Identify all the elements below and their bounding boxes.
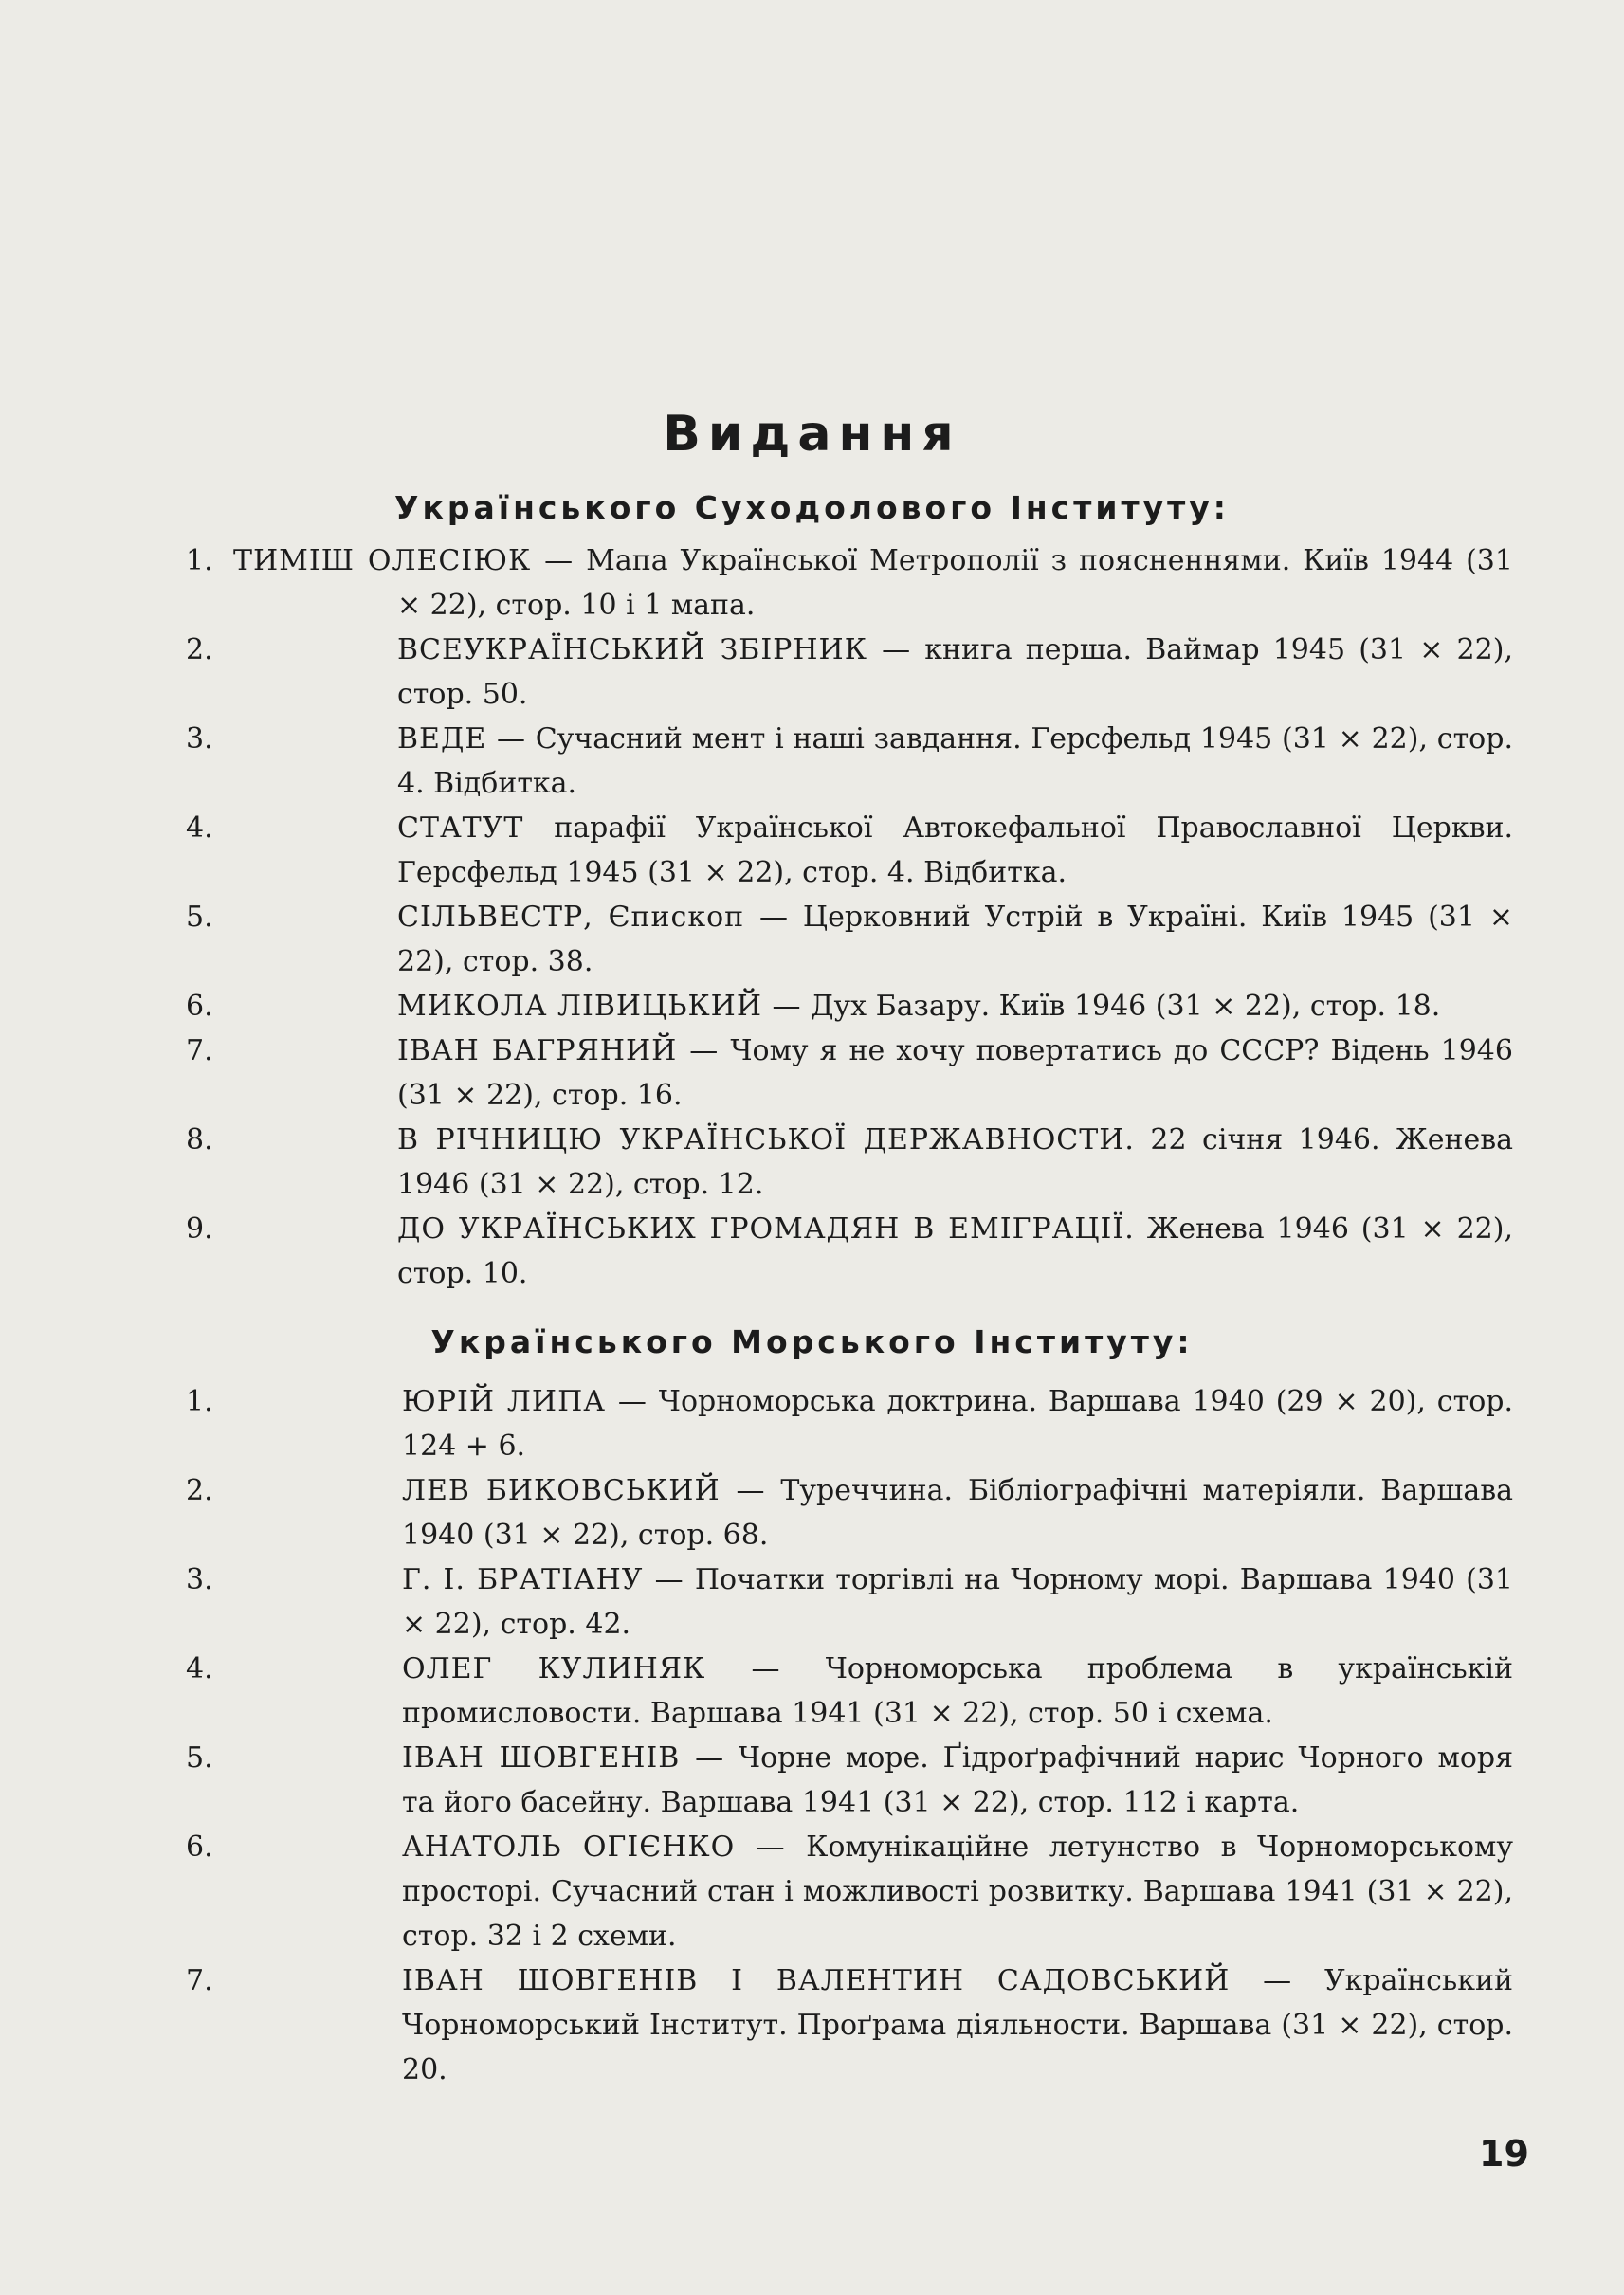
list-item (186, 984, 1513, 1029)
item-author: ВЕДЕ — (397, 722, 527, 756)
item-author: ЮРІЙ ЛИПА — (402, 1385, 648, 1418)
item-number: 5. (186, 901, 213, 934)
list-item (186, 1379, 1513, 1468)
item-author: СІЛЬВЕСТР, Єпископ — (397, 901, 790, 934)
item-author: ТИМІШ ОЛЕСІЮК — (233, 544, 575, 577)
item-author: В РІЧНИЦЮ УКРАЇНСЬКОЇ ДЕРЖАВНОСТИ. (397, 1123, 1135, 1157)
item-text: Сучасний мент і наші завдання. Герсфельд 1945 (31 × 22), стор. 4. Відбитка. (397, 722, 1513, 800)
item-text: Женева 1946 (31 × 22), стор. 10. (397, 1212, 1513, 1290)
item-author: СТАТУТ (397, 811, 524, 845)
item-number: 2. (186, 1474, 213, 1507)
list-item (186, 1029, 1513, 1118)
page-number: 19 (1479, 2133, 1529, 2175)
item-text: Чорне море. Ґідроґрафічний нарис Чорного моря та його басейну. Варшава 1941 (31 × 22), стор. 112 і карта. (402, 1741, 1514, 1819)
section-heading-sea-institute: Українського Морського Інституту: (430, 1323, 1194, 1360)
item-text: Чому я не хочу повертатись до СССР? Відень 1946 (31 × 22), стор. 16. (397, 1034, 1513, 1112)
item-number: 6. (186, 1831, 213, 1864)
item-number: 1. (186, 544, 213, 577)
list-item (186, 538, 1513, 628)
list-item (186, 1958, 1513, 2092)
item-number: 4. (186, 1652, 213, 1685)
list-item (186, 806, 1513, 895)
item-author: ВСЕУКРАЇНСЬКИЙ ЗБІРНИК — (397, 633, 912, 666)
list-item (186, 1736, 1513, 1825)
list-item (186, 717, 1513, 806)
item-number: 7. (186, 1034, 213, 1067)
item-text: Початки торгівлі на Чорному морі. Варшава 1940 (31 × 22), стор. 42. (402, 1563, 1513, 1641)
item-author: ІВАН БАГРЯНИЙ — (397, 1034, 720, 1067)
item-number: 8. (186, 1123, 213, 1157)
publication-list-sea-institute (186, 1379, 1513, 2092)
item-number: 1. (186, 1385, 213, 1418)
list-item (186, 1647, 1513, 1736)
item-text: Чорноморська доктрина. Варшава 1940 (29 × 20), стор. 124 + 6. (402, 1385, 1513, 1463)
item-number: 3. (186, 1563, 213, 1596)
item-author: ДО УКРАЇНСЬКИХ ГРОМАДЯН В ЕМІГРАЦІЇ. (397, 1212, 1135, 1246)
item-text: 22 січня 1946. Женева 1946 (31 × 22), стор. 12. (397, 1123, 1513, 1201)
item-text: парафії Української Автокефальної Православної Церкви. Герсфельд 1945 (31 × 22), стор. 4. Відбитка. (397, 811, 1513, 889)
item-number: 5. (186, 1741, 213, 1775)
item-author: ОЛЕГ КУЛИНЯК — (402, 1652, 781, 1685)
publication-list-land-institute (186, 538, 1513, 1296)
item-number: 4. (186, 811, 213, 845)
section-heading-land-institute: Українського Суходолового Інституту: (394, 489, 1230, 526)
item-number: 9. (186, 1212, 213, 1246)
item-author: ІВАН ШОВГЕНІВ — (402, 1741, 725, 1775)
item-text: Український Чорноморський Інститут. Проґрама діяльности. Варшава (31 × 22), стор. 20. (402, 1964, 1513, 2086)
item-text: Комунікаційне летунство в Чорноморському просторі. Сучасний стан і можливості розвитку. Варшава 1941 (31 × 22), стор. 32 і 2 схеми. (402, 1831, 1513, 1953)
item-number: 6. (186, 990, 213, 1023)
item-text: Чорноморська проблема в українській промисловости. Варшава 1941 (31 × 22), стор. 50 і схема. (402, 1652, 1513, 1730)
item-text: Церковний Устрій в Україні. Київ 1945 (31 × 22), стор. 38. (397, 901, 1513, 978)
item-text: книга перша. Ваймар 1945 (31 × 22), стор. 50. (397, 633, 1513, 711)
item-text: Мапа Української Метрополії з поясненнями. Київ 1944 (31 × 22), стор. 10 і 1 мапа. (397, 544, 1513, 622)
item-author: МИКОЛА ЛІВИЦЬКИЙ — (397, 990, 802, 1023)
list-item (186, 1207, 1513, 1296)
item-number: 2. (186, 633, 213, 666)
list-item (186, 895, 1513, 984)
item-author: АНАТОЛЬ ОГІЄНКО — (402, 1831, 786, 1864)
item-text: Туреччина. Бібліографічні матеріяли. Варшава 1940 (31 × 22), стор. 68. (402, 1474, 1513, 1552)
list-item (186, 1825, 1513, 1958)
list-item (186, 628, 1513, 717)
item-number: 3. (186, 722, 213, 756)
list-item (186, 1468, 1513, 1557)
item-author: ІВАН ШОВГЕНІВ І ВАЛЕНТИН САДОВСЬКИЙ — (402, 1964, 1293, 1997)
item-number: 7. (186, 1964, 213, 1997)
list-item (186, 1118, 1513, 1207)
page-title: Видання (663, 406, 961, 463)
item-author: Г. І. БРАТІАНУ — (402, 1563, 684, 1596)
item-text: Дух Базару. Київ 1946 (31 × 22), стор. 18. (811, 990, 1441, 1023)
list-item (186, 1557, 1513, 1647)
item-author: ЛЕВ БИКОВСЬКИЙ — (402, 1474, 766, 1507)
